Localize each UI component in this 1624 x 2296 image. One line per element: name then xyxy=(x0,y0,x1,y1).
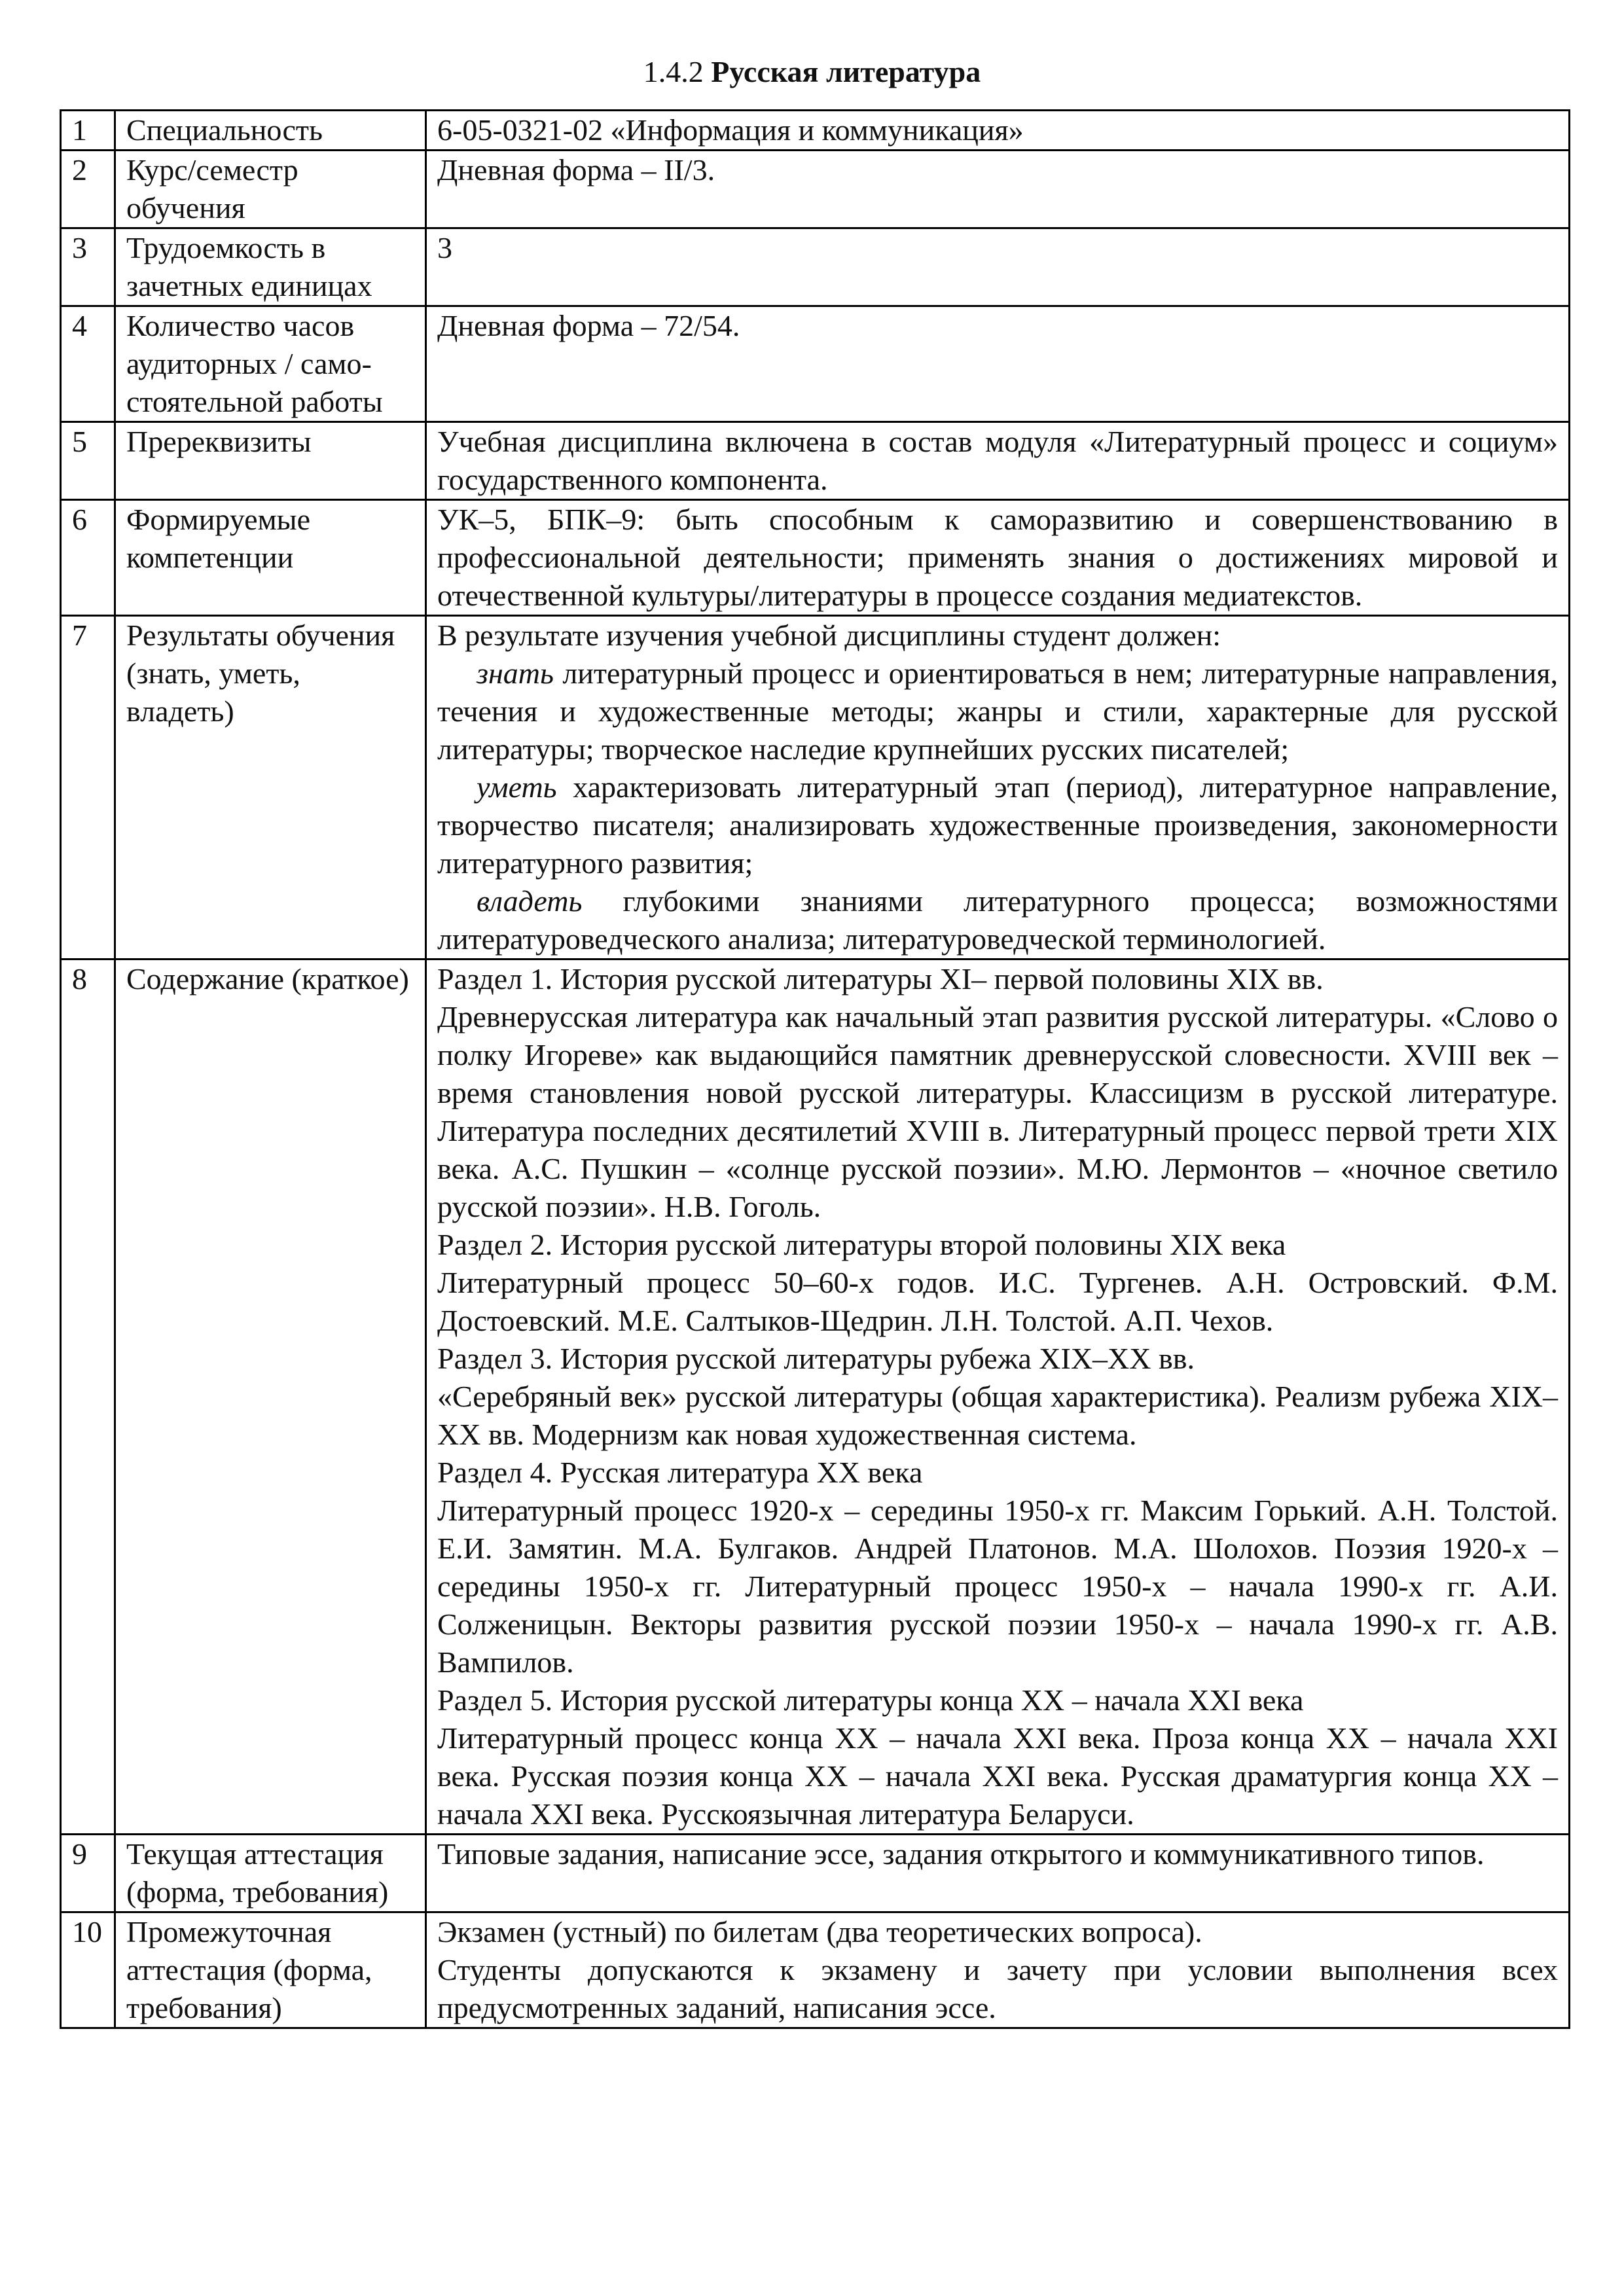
row-number: 2 xyxy=(61,151,115,228)
row-content: Дневная форма – II/3. xyxy=(426,151,1570,228)
section-title: Раздел 5. История русской литературы конца XX – начала XXI века xyxy=(437,1683,1304,1717)
heading-title: Русская литература xyxy=(711,55,981,88)
section-text: Древнерусская литература как начальный этап развития русской литературы. «Слово о полку Игореве» как выдающийся памятник древнерусской словесности. XVIII век – время становления новой русской литературы. Классицизм в русской литературе. Литература последних десятилетий XVIII в. Литературный процесс первой трети XIX века. А.С. Пушкин – «солнце русской поэзии». М.Ю. Лермонтов – «ночное светило русской поэзии». Н.В. Гоголь. xyxy=(437,1000,1558,1223)
row-label: Курс/семестр обучения xyxy=(115,151,426,228)
row-label: Специальность xyxy=(115,111,426,151)
row-number: 5 xyxy=(61,422,115,500)
row-number: 8 xyxy=(61,960,115,1835)
row-content: Типовые задания, написание эссе, задания открытого и коммуникативного типов. xyxy=(426,1835,1570,1912)
assessment-paragraph: Студенты допускаются к экзамену и зачету при условии выполнения всех предусмотренных заданий, написания эссе. xyxy=(437,1953,1558,2024)
table-row xyxy=(61,1912,1570,2028)
section-text: «Серебряный век» русской литературы (общая характеристика). Реализм рубежа XIX–XX вв. Модернизм как новая художественная система. xyxy=(437,1380,1558,1451)
row-label: Формируемые компетенции xyxy=(115,500,426,616)
table-row xyxy=(61,422,1570,500)
table-row xyxy=(61,151,1570,228)
learning-outcomes-intro: В результате изучения учебной дисциплины студент должен: xyxy=(437,619,1221,652)
row-number: 10 xyxy=(61,1912,115,2028)
row-content: УК–5, БПК–9: быть способным к саморазвитию и совершенствованию в профессиональной деятельности; применять знания о достижениях мировой и отечественной культуры/литературы в процессе создания медиатекстов. xyxy=(426,500,1570,616)
row-content-learning-outcomes xyxy=(426,616,1570,960)
row-number: 7 xyxy=(61,616,115,960)
page-heading xyxy=(0,52,1624,92)
section-title: Раздел 4. Русская литература XX века xyxy=(437,1456,923,1489)
row-label: Содержание (краткое) xyxy=(115,960,426,1835)
outcome-text: глубокими знаниями литературного процесса; возможностями литературоведческого анализа; литературоведческой терминологией. xyxy=(437,884,1558,956)
row-number: 4 xyxy=(61,306,115,422)
row-number: 6 xyxy=(61,500,115,616)
row-label: Текущая аттестация (форма, требования) xyxy=(115,1835,426,1912)
outcome-term: владеть xyxy=(477,884,583,918)
assessment-paragraph: Экзамен (устный) по билетам (два теоретических вопроса). xyxy=(437,1915,1202,1948)
section-title: Раздел 2. История русской литературы второй половины XIX века xyxy=(437,1228,1286,1261)
section-title: Раздел 1. История русской литературы XI– первой половины XIX вв. xyxy=(437,962,1324,996)
row-content: Дневная форма – 72/54. xyxy=(426,306,1570,422)
row-number: 1 xyxy=(61,111,115,151)
section-title: Раздел 3. История русской литературы рубежа XIX–XX вв. xyxy=(437,1342,1195,1375)
heading-number: 1.4.2 xyxy=(643,55,704,88)
learning-outcome-master xyxy=(437,882,1558,958)
table-row xyxy=(61,500,1570,616)
outcome-term: уметь xyxy=(477,770,557,804)
outcome-text: характеризовать литературный этап (период), литературное направление, творчество писателя; анализировать художественные произведения, закономерности литературного развития; xyxy=(437,770,1558,880)
row-content-syllabus xyxy=(426,960,1570,1835)
table-row xyxy=(61,616,1570,960)
row-content: Учебная дисциплина включена в состав модуля «Литературный процесс и социум» государственного компонента. xyxy=(426,422,1570,500)
section-text: Литературный процесс 50–60-х годов. И.С. Тургенев. А.Н. Островский. Ф.М. Достоевский. М.Е. Салтыков-Щедрин. Л.Н. Толстой. А.П. Чехов. xyxy=(437,1266,1558,1337)
row-label: Количество часов аудиторных / само-стоятельной работы xyxy=(115,306,426,422)
row-number: 3 xyxy=(61,228,115,306)
row-label: Пререквизиты xyxy=(115,422,426,500)
row-label: Трудоемкость в зачетных единицах xyxy=(115,228,426,306)
section-text: Литературный процесс конца XX – начала XXI века. Проза конца XX – начала XXI века. Русская поэзия конца XX – начала XXI века. Русская драматургия конца XX – начала XXI века. Русскоязычная литература Беларуси. xyxy=(437,1721,1558,1831)
table-row xyxy=(61,1835,1570,1912)
row-number: 9 xyxy=(61,1835,115,1912)
table-row xyxy=(61,228,1570,306)
row-content-assessment xyxy=(426,1912,1570,2028)
row-label: Результаты обучения (знать, уметь, владеть) xyxy=(115,616,426,960)
section-text: Литературный процесс 1920-х – середины 1950-х гг. Максим Горький. А.Н. Толстой. Е.И. Замятин. М.А. Булгаков. Андрей Платонов. М.А. Шолохов. Поэзия 1920-х – середины 1950-х гг. Литературный процесс 1950-х – начала 1990-х гг. А.И. Солженицын. Векторы развития русской поэзии 1950-х – начала 1990-х гг. А.В. Вампилов. xyxy=(437,1494,1558,1679)
row-label: Промежуточная аттестация (форма, требования) xyxy=(115,1912,426,2028)
table-row xyxy=(61,111,1570,151)
table-row xyxy=(61,306,1570,422)
table-row xyxy=(61,960,1570,1835)
learning-outcome-can xyxy=(437,768,1558,882)
outcome-term: знать xyxy=(477,656,554,690)
learning-outcome-know xyxy=(437,655,1558,768)
row-content: 3 xyxy=(426,228,1570,306)
row-content: 6-05-0321-02 «Информация и коммуникация» xyxy=(426,111,1570,151)
outcome-text: литературный процесс и ориентироваться в нем; литературные направления, течения и художественные методы; жанры и стили, характерные для русской литературы; творческое наследие крупнейших русских писателей; xyxy=(437,656,1558,766)
discipline-table xyxy=(60,109,1570,2029)
